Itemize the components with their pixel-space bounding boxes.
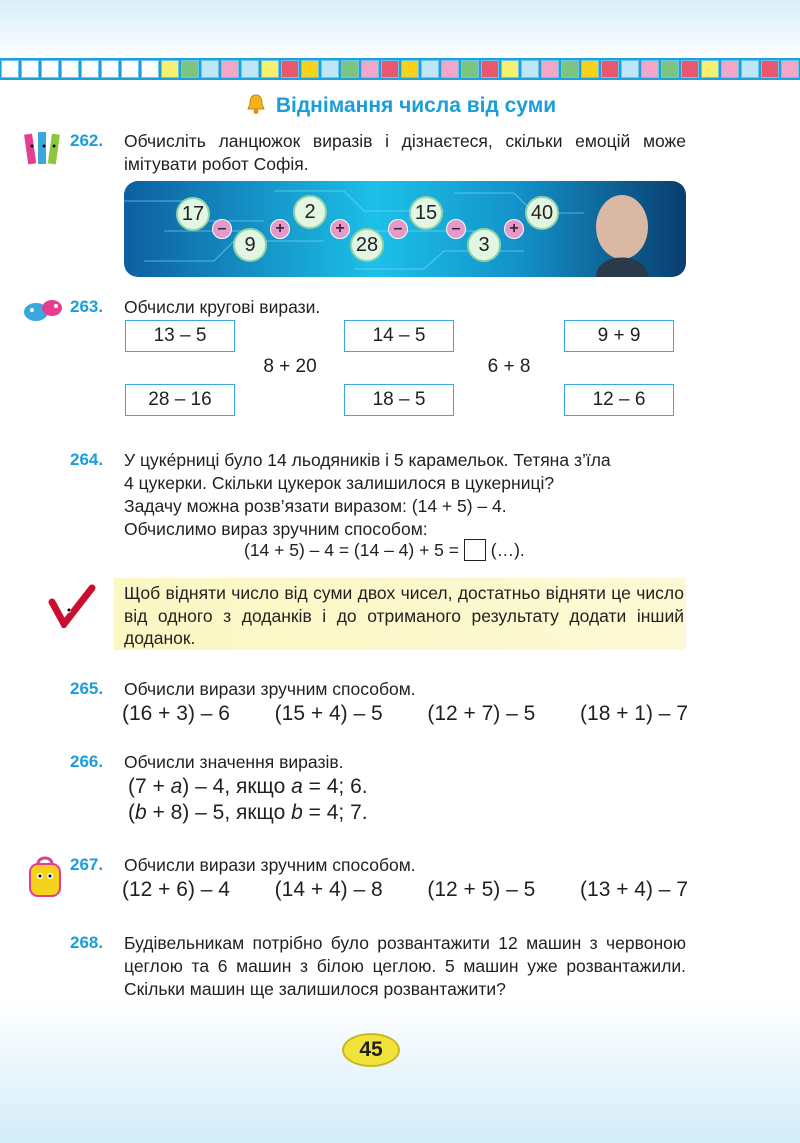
strip-square xyxy=(461,60,479,78)
text-part: ( xyxy=(128,801,135,824)
strip-square xyxy=(341,60,359,78)
expression: (12 + 5) – 5 xyxy=(427,878,536,901)
circular-expression-cell: 13 – 5 xyxy=(125,320,235,352)
chain-ball: 15 xyxy=(409,196,443,230)
chain-ball: 28 xyxy=(350,228,384,262)
section-title xyxy=(0,92,800,118)
strip-square xyxy=(221,60,239,78)
variable: a xyxy=(291,775,303,798)
strip-square xyxy=(121,60,139,78)
chain-ball: 40 xyxy=(525,196,559,230)
strip-square xyxy=(741,60,759,78)
strip-square xyxy=(541,60,559,78)
strip-square xyxy=(381,60,399,78)
task-number-267: 267. xyxy=(70,855,104,874)
expression: (13 + 4) – 7 xyxy=(580,878,688,901)
bell-icon xyxy=(244,92,268,116)
strip-square xyxy=(241,60,259,78)
chain-ball: 3 xyxy=(467,228,501,262)
task-number-265: 265. xyxy=(70,679,104,698)
task-265-text: Обчисли вирази зручним способом. xyxy=(124,679,416,699)
strip-square xyxy=(41,60,59,78)
section-title-text: Віднімання числа від суми xyxy=(275,94,557,117)
strip-square xyxy=(101,60,119,78)
circular-expression-cell: 8 + 20 xyxy=(263,356,317,377)
strip-square xyxy=(581,60,599,78)
strip-square xyxy=(321,60,339,78)
strip-square xyxy=(781,60,799,78)
strip-square xyxy=(421,60,439,78)
text-part: (7 + xyxy=(128,775,171,798)
strip-square xyxy=(481,60,499,78)
strip-square xyxy=(501,60,519,78)
rule-text: Щоб відняти число від суми двох чисел, достатньо відняти це число від одного з доданків і до отриманого результату додати інший доданок. xyxy=(124,583,684,648)
task-266-text: Обчисли значення виразів. xyxy=(124,752,344,772)
task-265-expressions xyxy=(122,702,688,726)
strip-square xyxy=(661,60,679,78)
strip-square xyxy=(61,60,79,78)
variable: b xyxy=(135,801,147,824)
chain-operator: – xyxy=(446,219,466,239)
expression: (15 + 4) – 5 xyxy=(274,702,383,725)
task-266-line-1 xyxy=(128,775,368,799)
strip-square xyxy=(721,60,739,78)
strip-square xyxy=(141,60,159,78)
expression: (12 + 6) – 4 xyxy=(122,878,230,901)
task-number-263: 263. xyxy=(70,297,104,316)
answer-box[interactable] xyxy=(464,539,486,561)
variable: b xyxy=(291,801,303,824)
chain-ball: 9 xyxy=(233,228,267,262)
pencils-icon xyxy=(18,128,68,172)
expression: (14 + 4) – 8 xyxy=(274,878,383,901)
task-263-text: Обчисли кругові вирази. xyxy=(124,297,321,317)
expression-chain-banner xyxy=(124,181,686,277)
chain-operator: – xyxy=(388,219,408,239)
decorative-strip xyxy=(0,58,800,80)
task-number-264: 264. xyxy=(70,450,104,469)
strip-square xyxy=(561,60,579,78)
circular-expression-cell: 6 + 8 xyxy=(487,356,531,377)
equation-left: (14 + 5) – 4 = (14 – 4) + 5 = xyxy=(244,540,459,560)
circular-expression-cell: 12 – 6 xyxy=(564,384,674,416)
chain-operator: – xyxy=(212,219,232,239)
chain-ball: 2 xyxy=(293,195,327,229)
strip-square xyxy=(521,60,539,78)
strip-square xyxy=(81,60,99,78)
expression: (18 + 1) – 7 xyxy=(580,702,688,725)
text-part: + 8) – 5, якщо xyxy=(146,801,292,824)
checkmark-character-icon xyxy=(46,584,98,628)
strip-square xyxy=(601,60,619,78)
strip-square xyxy=(641,60,659,78)
strip-square xyxy=(1,60,19,78)
task-267-text: Обчисли вирази зручним способом. xyxy=(124,855,416,875)
strip-square xyxy=(621,60,639,78)
strip-square xyxy=(161,60,179,78)
strip-square xyxy=(301,60,319,78)
strip-square xyxy=(441,60,459,78)
circular-expression-cell: 28 – 16 xyxy=(125,384,235,416)
text-part: = 4; 7. xyxy=(302,801,368,824)
chain-operator: + xyxy=(504,219,524,239)
task-264-line: У цуке́рниці було 14 льодяників і 5 карамельок. Тетяна з’їла xyxy=(124,450,611,470)
strip-square xyxy=(761,60,779,78)
task-number-266: 266. xyxy=(70,752,104,771)
task-266-line-2 xyxy=(128,801,368,825)
strip-square xyxy=(181,60,199,78)
circular-expression-cell: 18 – 5 xyxy=(344,384,454,416)
task-264-line: Обчислимо вираз зручним способом: xyxy=(124,519,428,539)
task-264-equation xyxy=(244,539,525,561)
circular-expression-cell: 9 + 9 xyxy=(564,320,674,352)
expression: (12 + 7) – 5 xyxy=(427,702,536,725)
task-268-text: Будівельникам потрібно було розвантажити 12 машин з червоною цеглою та 6 машин з білою цеглою. 5 машин уже розвантажили. Скільки машин ще залишилося розвантажити? xyxy=(124,933,686,999)
task-number-262: 262. xyxy=(70,131,104,150)
task-262-text: Обчисліть ланцюжок виразів і дізнаєтеся, скільки емоцій може імітувати робот Софія. xyxy=(124,131,686,174)
text-part: ) – 4, якщо xyxy=(182,775,292,798)
task-number-268: 268. xyxy=(70,933,104,952)
task-267-expressions xyxy=(122,878,688,902)
task-264-line: Задачу можна розв’язати виразом: (14 + 5) – 4. xyxy=(124,496,507,516)
strip-square xyxy=(401,60,419,78)
equation-right: (…). xyxy=(490,540,525,560)
strip-square xyxy=(21,60,39,78)
task-264-line: 4 цукерки. Скільки цукерок залишилося в цукерниці? xyxy=(124,473,555,493)
backpack-icon xyxy=(22,854,68,900)
strip-square xyxy=(361,60,379,78)
circular-expression-cell: 14 – 5 xyxy=(344,320,454,352)
chain-operator: + xyxy=(270,219,290,239)
task-264-text xyxy=(124,449,686,541)
expression: (16 + 3) – 6 xyxy=(122,702,230,725)
page-number: 45 xyxy=(342,1033,400,1067)
strip-square xyxy=(281,60,299,78)
chain-ball: 17 xyxy=(176,197,210,231)
chain-operator: + xyxy=(330,219,350,239)
strip-square xyxy=(701,60,719,78)
strip-square xyxy=(681,60,699,78)
fish-icon xyxy=(22,292,68,330)
variable: a xyxy=(170,775,183,798)
strip-square xyxy=(261,60,279,78)
text-part: = 4; 6. xyxy=(302,775,368,798)
strip-square xyxy=(201,60,219,78)
